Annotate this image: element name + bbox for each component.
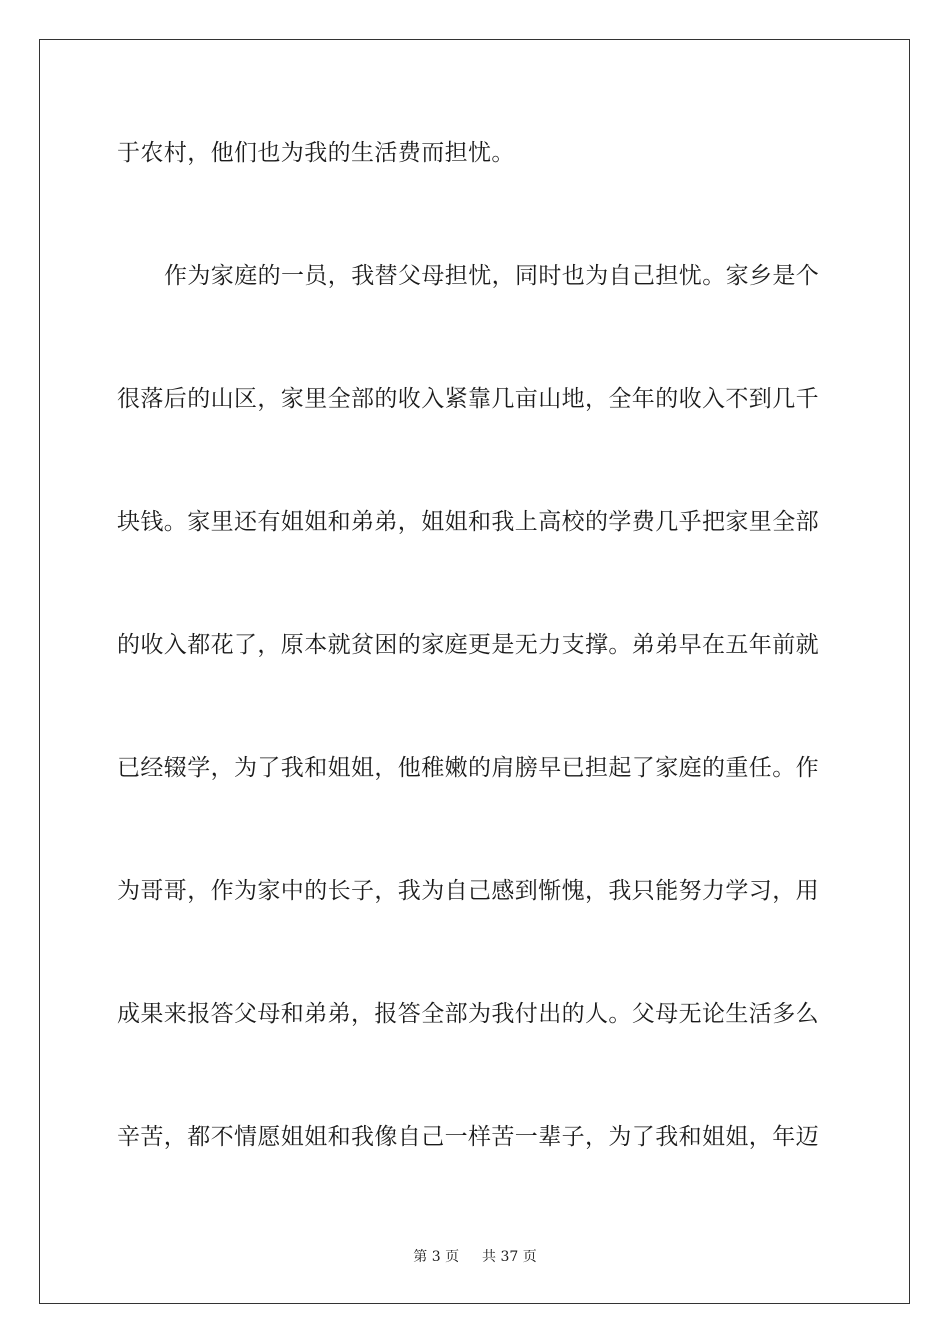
paragraph-line-6: 已经辍学，为了我和姐姐，他稚嫩的肩膀早已担起了家庭的重任。作 — [117, 755, 819, 781]
paragraph-line-4: 块钱。家里还有姐姐和弟弟，姐姐和我上高校的学费几乎把家里全部 — [117, 509, 819, 535]
page-border — [39, 39, 910, 1304]
paragraph-line-8: 成果来报答父母和弟弟，报答全部为我付出的人。父母无论生活多么 — [117, 1001, 819, 1027]
paragraph-line-2: 作为家庭的一员，我替父母担忧，同时也为自己担忧。家乡是个 — [164, 263, 820, 289]
page-number: 第 3 页 — [413, 1249, 460, 1265]
paragraph-line-3: 很落后的山区，家里全部的收入紧靠几亩山地，全年的收入不到几千 — [117, 386, 819, 412]
paragraph-line-1: 于农村，他们也为我的生活费而担忧。 — [117, 140, 515, 166]
paragraph-line-9: 辛苦，都不情愿姐姐和我像自己一样苦一辈子，为了我和姐姐，年迈 — [117, 1124, 819, 1150]
paragraph-line-5: 的收入都花了，原本就贫困的家庭更是无力支撑。弟弟早在五年前就 — [117, 632, 819, 658]
total-pages: 共 37 页 — [482, 1249, 537, 1265]
paragraph-line-7: 为哥哥，作为家中的长子，我为自己感到惭愧，我只能努力学习，用 — [117, 878, 819, 904]
page-footer — [0, 1246, 950, 1266]
